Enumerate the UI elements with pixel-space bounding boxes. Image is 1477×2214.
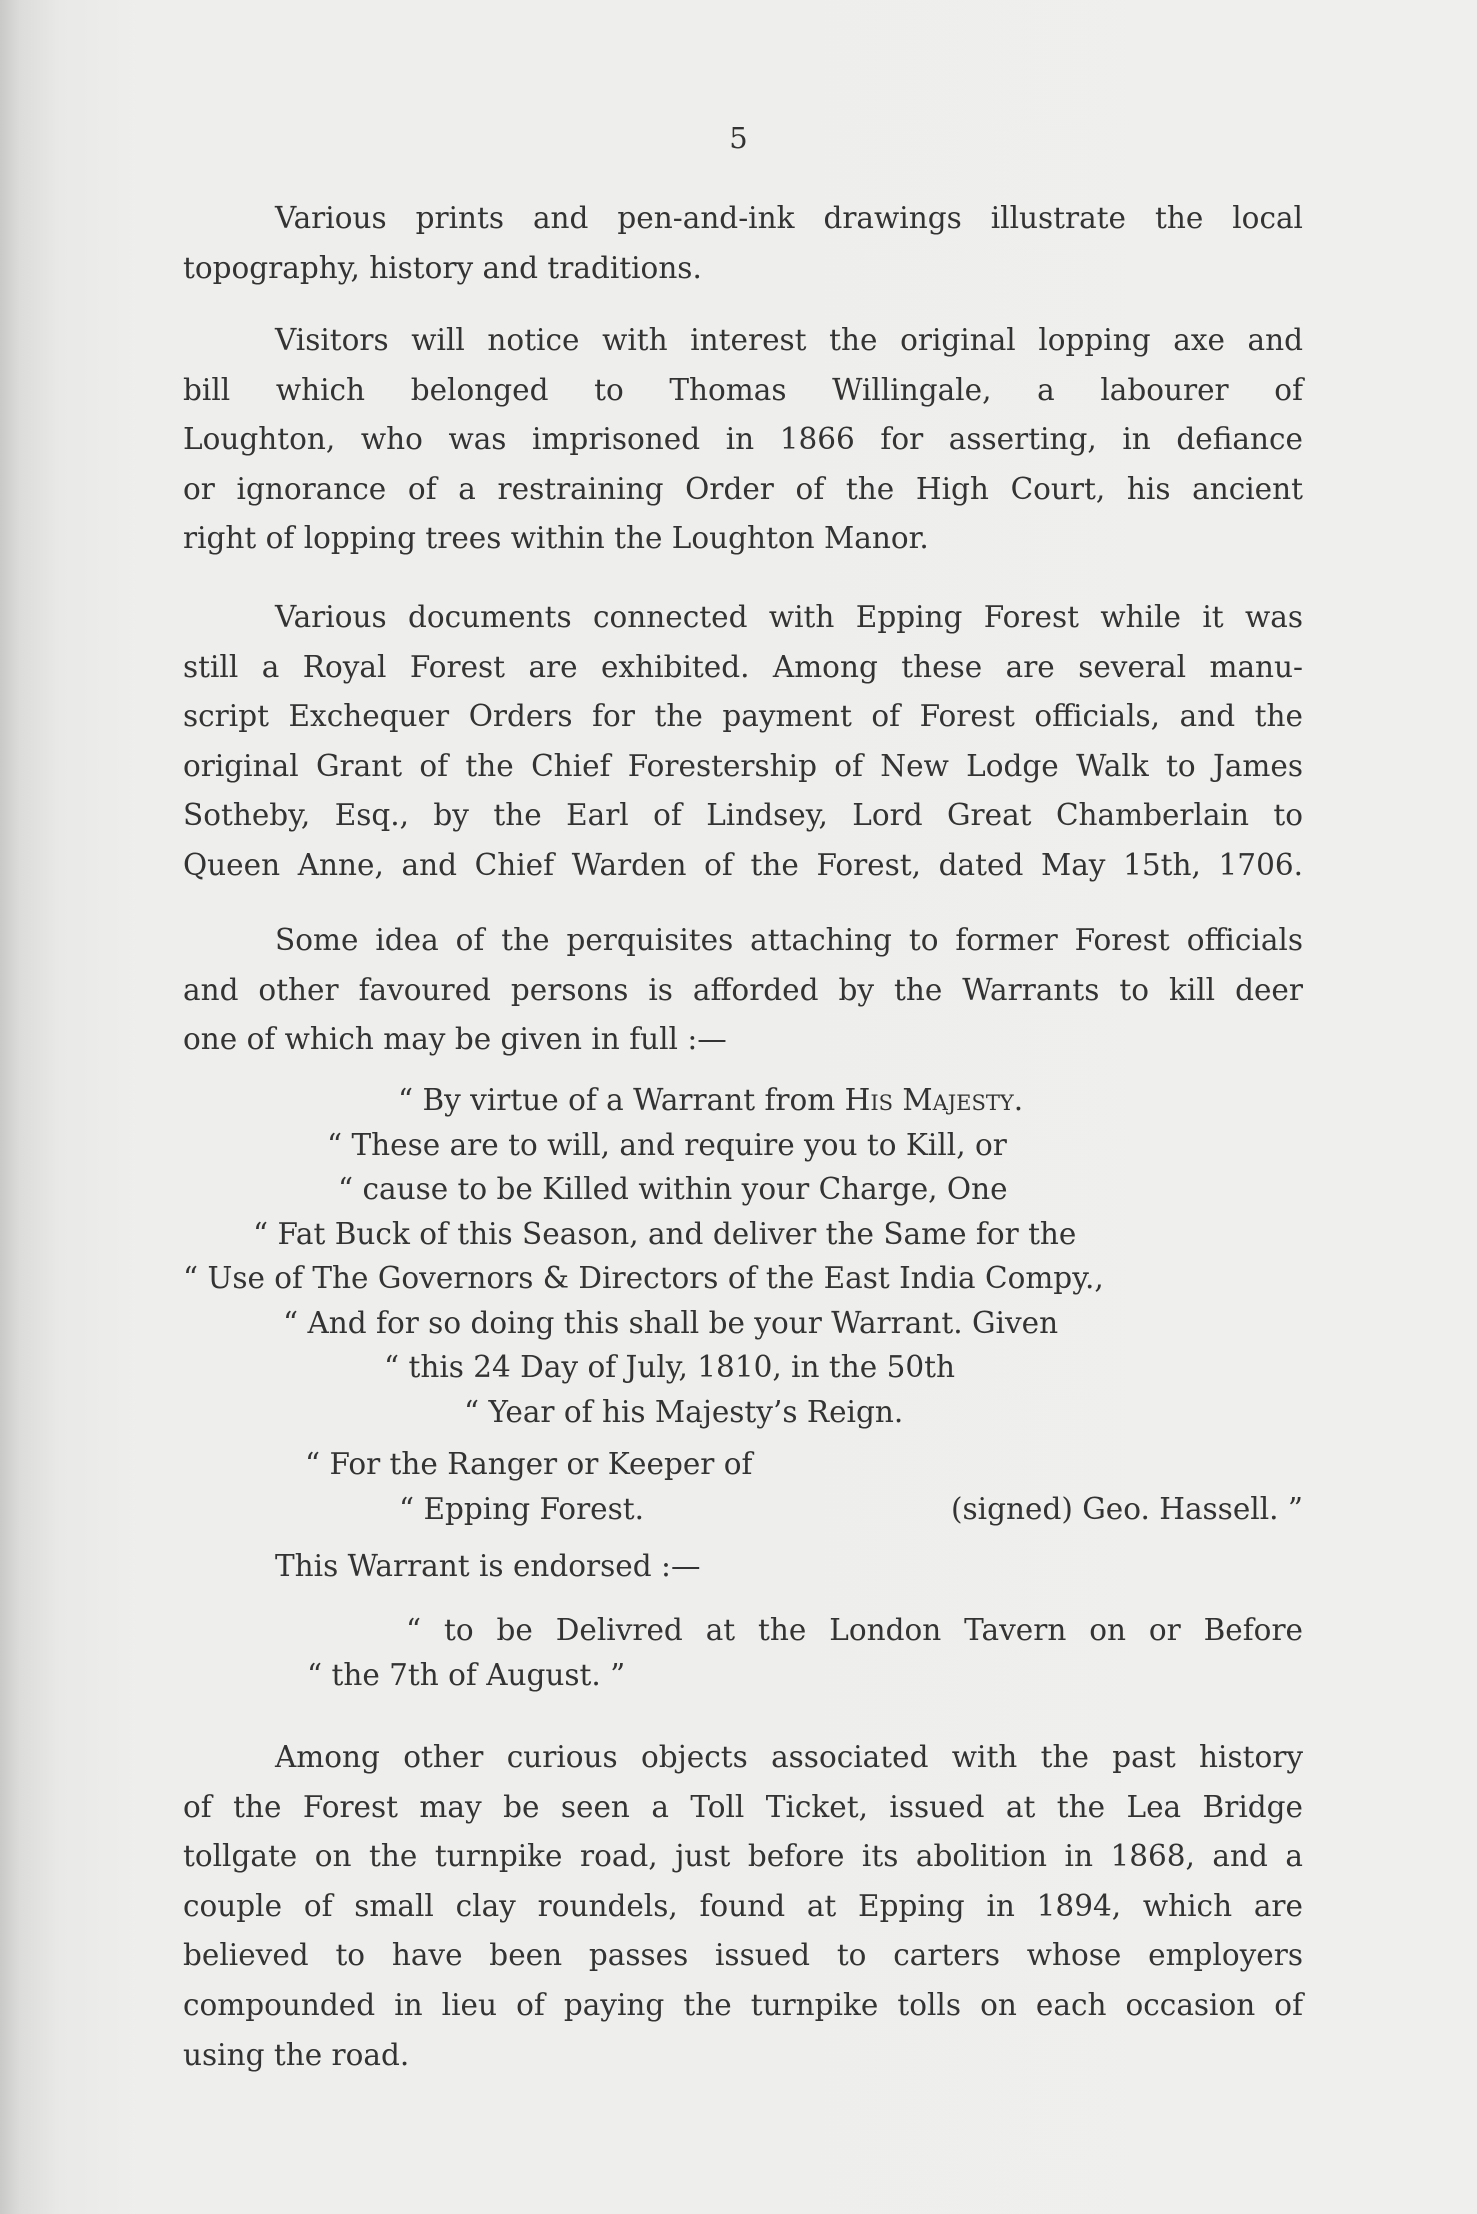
paragraph-line: Some idea of the perquisites attaching to former Forest officials (275, 923, 1303, 957)
paragraph-line: couple of small clay roundels, found at Epping in 1894, which are (183, 1888, 1303, 1923)
signature: (signed) Geo. Hassell. ” (951, 1491, 1303, 1526)
warrant-line: “ For the Ranger or Keeper of (305, 1447, 753, 1481)
paragraph-line: topography, history and traditions. (183, 250, 702, 285)
warrant-line: “ And for so doing this shall be your Warrant. Given (283, 1305, 1059, 1340)
warrant-quotation (183, 1078, 1303, 1531)
paragraph-documents (183, 593, 1303, 891)
page-number: 5 (729, 121, 748, 155)
paragraph-line: believed to have been passes issued to carters whose employers (183, 1938, 1303, 1973)
paragraph-perquisites (183, 916, 1303, 1065)
paragraph-line: Among other curious objects associated with the past history (275, 1740, 1303, 1774)
paragraph-line: or ignorance of a restraining Order of the High Court, his ancient (183, 471, 1303, 506)
paragraph-line: still a Royal Forest are exhibited. Among these are several manu- (183, 649, 1303, 684)
epping-forest: “ Epping Forest. (399, 1491, 645, 1526)
warrant-signature-line (183, 1487, 1303, 1532)
warrant-line: “ Year of his Majesty’s Reign. (464, 1394, 904, 1429)
warrant-line: “ cause to be Killed within your Charge, One (338, 1172, 1008, 1206)
paragraph-line: Visitors will notice with interest the original lopping axe and (275, 323, 1303, 357)
his-majesty: His Majesty. (844, 1083, 1024, 1117)
paragraph-line: tollgate on the turnpike road, just before its abolition in 1868, and a (183, 1839, 1303, 1874)
paragraph-line: using the road. (183, 2037, 410, 2072)
paragraph-line: of the Forest may be seen a Toll Ticket, issued at the Lea Bridge (183, 1789, 1303, 1824)
paragraph-toll-ticket (183, 1733, 1303, 2080)
paragraph-line: This Warrant is endorsed :— (275, 1549, 701, 1583)
paragraph-prints (183, 194, 1303, 293)
paragraph-line: one of which may be given in full :— (183, 1022, 727, 1057)
paragraph-line: bill which belonged to Thomas Willingale, a labourer of (183, 372, 1303, 407)
paragraph-line: Loughton, who was imprisoned in 1866 for asserting, in defiance (183, 422, 1303, 457)
endorsement-line: “ the 7th of August. ” (307, 1657, 626, 1692)
paragraph-line: script Exchequer Orders for the payment of Forest officials, and the (183, 699, 1303, 734)
warrant-line: “ Fat Buck of this Season, and deliver the Same for the (253, 1216, 1077, 1251)
paragraph-line: Various prints and pen-and-ink drawings illustrate the local (275, 201, 1303, 235)
endorsement-quotation (183, 1608, 1303, 1697)
paragraph-line: Various documents connected with Epping Forest while it was (275, 600, 1303, 634)
paragraph-willingale (183, 316, 1303, 564)
warrant-line: “ These are to will, and require you to Kill, or (327, 1127, 1007, 1162)
paragraph-line: Queen Anne, and Chief Warden of the Forest, dated May 15th, 1706. (183, 847, 1303, 882)
paragraph-line: and other favoured persons is afforded by the Warrants to kill deer (183, 972, 1303, 1007)
warrant-line: “ By virtue of a Warrant from His Majesty. (398, 1083, 1024, 1117)
warrant-line: “ this 24 Day of July, 1810, in the 50th (384, 1350, 956, 1384)
paragraph-line: compounded in lieu of paying the turnpike tolls on each occasion of (183, 1987, 1303, 2022)
warrant-line: “ Use of The Governors & Directors of the East India Compy., (183, 1261, 1104, 1295)
paragraph-line: original Grant of the Chief Forestership of New Lodge Walk to James (183, 748, 1303, 783)
endorsement-line: “ to be Delivred at the London Tavern on or Before (406, 1613, 1303, 1647)
paragraph-line: right of lopping trees within the Loughton Manor. (183, 521, 929, 556)
endorsement-intro (183, 1542, 1303, 1592)
paragraph-line: Sotheby, Esq., by the Earl of Lindsey, Lord Great Chamberlain to (183, 798, 1303, 833)
